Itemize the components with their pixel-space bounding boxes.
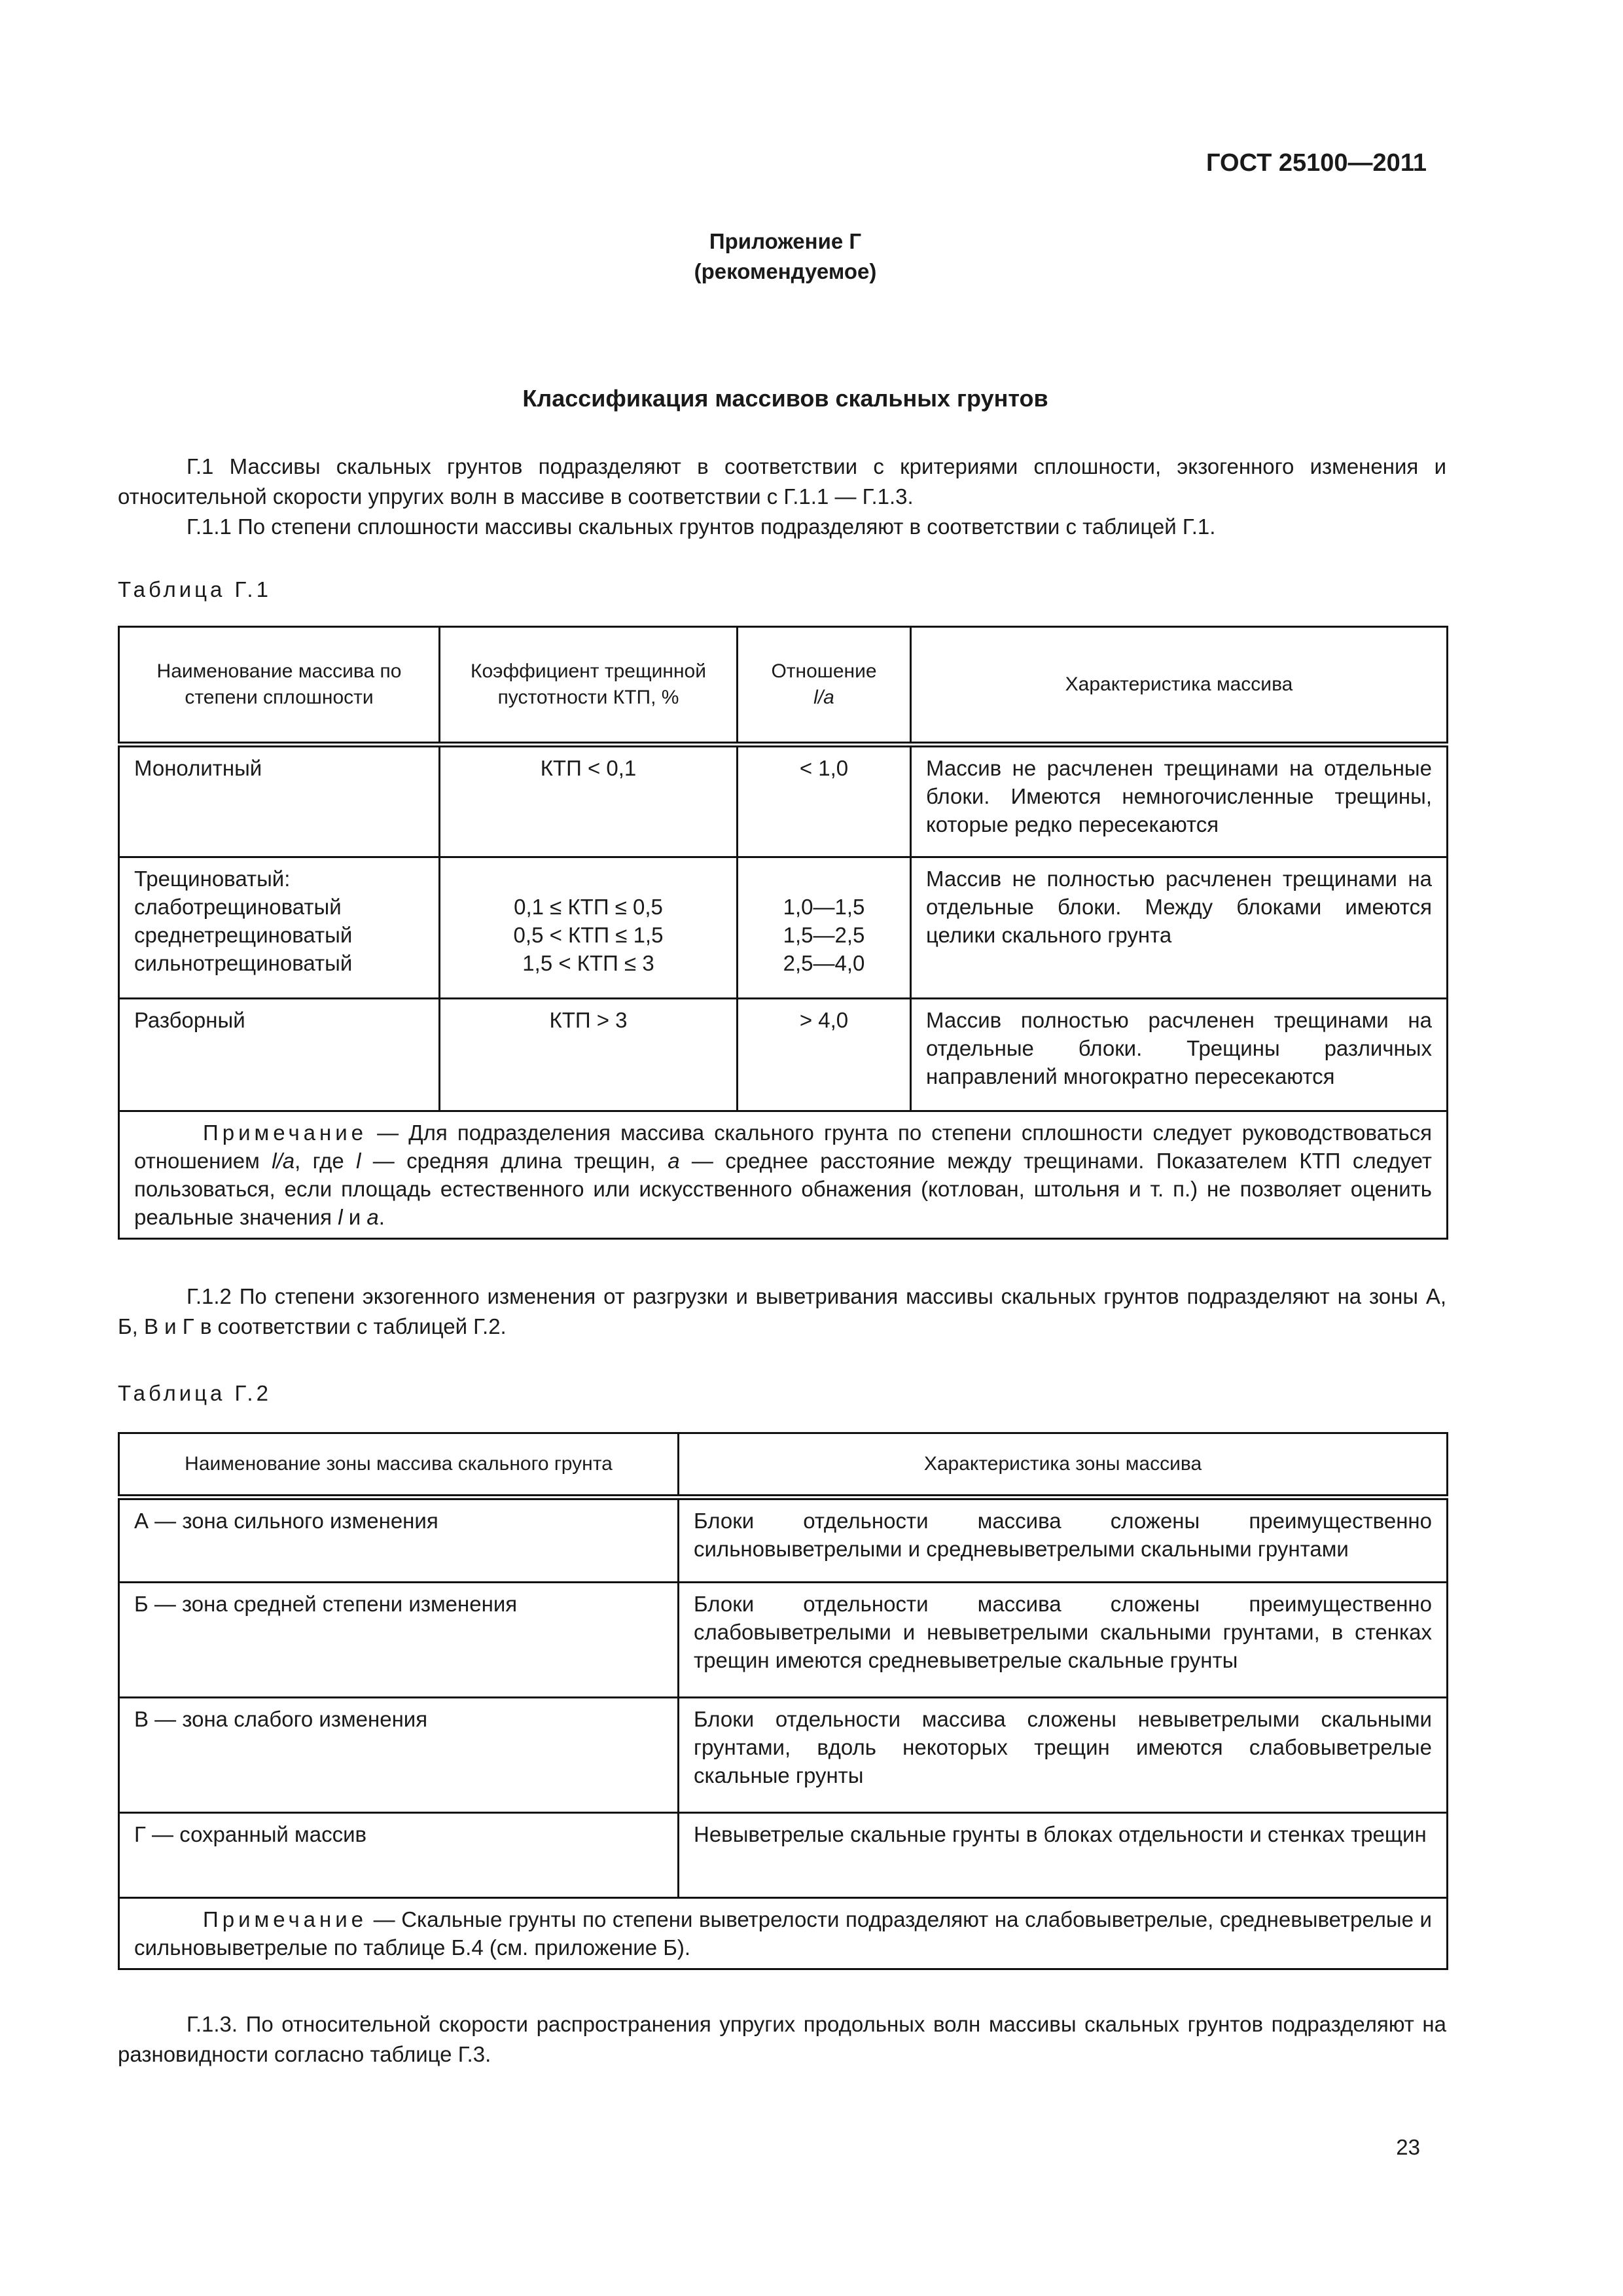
note-text: — среднее расстояние между трещинами. Показателем КТП следует пользоваться, если площадь естественного или искусственного обнажения (котлован, штольня и т. п.) не позволяет оценить реальные значения	[134, 1149, 1432, 1229]
table-g2	[118, 1432, 1448, 1970]
note-symbol: a	[366, 1205, 379, 1229]
paragraph-g1: Г.1 Массивы скальных грунтов подразделяют в соответствии с критериями сплошности, экзогенного изменения и относительной скорости упругих волн в массиве в соответствии с Г.1.1 — Г.1.3.	[118, 454, 1446, 509]
table1-header-desc: Характеристика массива	[911, 627, 1448, 745]
table2-cell-desc: Блоки отдельности массива сложены преимущественно слабовыветрелыми и невыветрелыми скальными грунтами, в стенках трещин имеются средневыветрелые скальные грунты	[679, 1583, 1448, 1698]
table1-cell-ratio: > 4,0	[738, 999, 911, 1111]
table-row	[119, 857, 1448, 999]
table1-header-row	[119, 627, 1448, 745]
note-text: , где	[294, 1149, 357, 1173]
section-title: Классификация массивов скальных грунтов	[522, 385, 1048, 412]
paragraph-g12: Г.1.2 По степени экзогенного изменения от разгрузки и выветривания массивы скальных грунтов подразделяют на зоны А, Б, В и Г в соответствии с таблицей Г.2.	[118, 1284, 1446, 1338]
table2-cell-name: А — зона сильного изменения	[119, 1498, 679, 1583]
table1-cell-ktp: 0,1 ≤ КТП ≤ 0,5 0,5 < КТП ≤ 1,5 1,5 < КТП ≤ 3	[440, 857, 738, 999]
intro-paragraphs	[118, 452, 1446, 542]
table1-cell-name: Монолитный	[119, 745, 440, 857]
note-symbol: l/a	[272, 1149, 295, 1173]
note-symbol: a	[668, 1149, 680, 1173]
note-text: — Для подразделения массива скального грунта по степени сплошности следует руководствоваться отношением	[134, 1121, 1432, 1173]
table1-cell-name: Разборный	[119, 999, 440, 1111]
table-g1	[118, 626, 1448, 1240]
table1-note	[119, 1111, 1448, 1239]
table2-cell-desc: Невыветрелые скальные грунты в блоках отдельности и стенках трещин	[679, 1813, 1448, 1898]
table2-note-row	[119, 1898, 1448, 1969]
table1-header-ratio-symbol: l/a	[813, 687, 834, 708]
note-text: и	[342, 1205, 367, 1229]
table2-caption: Таблица Г.2	[118, 1381, 272, 1405]
table-row	[119, 1698, 1448, 1813]
table2-note	[119, 1898, 1448, 1969]
table2-header-desc: Характеристика зоны массива	[679, 1433, 1448, 1498]
table2-header-name: Наименование зоны массива скального грунта	[119, 1433, 679, 1498]
note-symbol: l	[356, 1149, 361, 1173]
note-text: — Скальные грунты по степени выветрелости подразделяют на слабовыветрелые, средневыветрелые и сильновыветрелые по таблице Б.4 (см. приложение Б).	[134, 1907, 1432, 1960]
table1-header-ratio	[738, 627, 911, 745]
appendix-subtitle: (рекомендуемое)	[694, 259, 877, 283]
table2-cell-desc: Блоки отдельности массива сложены преимущественно сильновыветрелыми и средневыветрелыми скальными грунтами	[679, 1498, 1448, 1583]
paragraph-g11: Г.1.1 По степени сплошности массивы скальных грунтов подразделяют в соответствии с таблицей Г.1.	[187, 514, 1216, 539]
document-number: ГОСТ 25100—2011	[1206, 149, 1427, 177]
table1-note-row	[119, 1111, 1448, 1239]
table2-cell-name: Г — сохранный массив	[119, 1813, 679, 1898]
table-row	[119, 1498, 1448, 1583]
note-label: Примечание	[203, 1121, 368, 1145]
table1-cell-desc: Массив полностью расчленен трещинами на отдельные блоки. Трещины различных направлений многократно пересекаются	[911, 999, 1448, 1111]
table1-caption: Таблица Г.1	[118, 577, 272, 601]
note-label: Примечание	[203, 1907, 368, 1931]
table1-header-ktp: Коэффициент трещинной пустотности КТП, %	[440, 627, 738, 745]
table1-cell-name: Трещиноватый: слаботрещиноватый среднетрещиноватый сильнотрещиноватый	[119, 857, 440, 999]
table1-header-ratio-label: Отношение	[771, 660, 877, 682]
table1-cell-ratio: < 1,0	[738, 745, 911, 857]
table2-header-row	[119, 1433, 1448, 1498]
table1-cell-ktp: КТП > 3	[440, 999, 738, 1111]
note-symbol: l	[338, 1205, 343, 1229]
table-row	[119, 999, 1448, 1111]
table-row	[119, 1813, 1448, 1898]
table1-cell-ratio: 1,0—1,5 1,5—2,5 2,5—4,0	[738, 857, 911, 999]
table2-cell-name: Б — зона средней степени изменения	[119, 1583, 679, 1698]
paragraph-g13-block	[118, 2009, 1446, 2070]
table-row	[119, 745, 1448, 857]
page-number: 23	[1396, 2135, 1420, 2159]
table1-cell-desc: Массив не расчленен трещинами на отдельные блоки. Имеются немногочисленные трещины, которые редко пересекаются	[911, 745, 1448, 857]
note-text: .	[378, 1205, 385, 1229]
table1-cell-ktp: КТП < 0,1	[440, 745, 738, 857]
table1-header-name: Наименование массива по степени сплошности	[119, 627, 440, 745]
table1-cell-desc: Массив не полностью расчленен трещинами на отдельные блоки. Между блоками имеются целики скального грунта	[911, 857, 1448, 999]
table-row	[119, 1583, 1448, 1698]
table2-cell-desc: Блоки отдельности массива сложены невыветрелыми скальными грунтами, вдоль некоторых трещин имеются слабовыветрелые скальные грунты	[679, 1698, 1448, 1813]
appendix-title: Приложение Г	[709, 229, 862, 253]
note-text: — средняя длина трещин,	[361, 1149, 668, 1173]
table2-cell-name: В — зона слабого изменения	[119, 1698, 679, 1813]
paragraph-g12-block	[118, 1282, 1446, 1342]
paragraph-g13: Г.1.3. По относительной скорости распространения упругих продольных волн массивы скальных грунтов подразделяют на разновидности согласно таблице Г.3.	[118, 2012, 1446, 2066]
